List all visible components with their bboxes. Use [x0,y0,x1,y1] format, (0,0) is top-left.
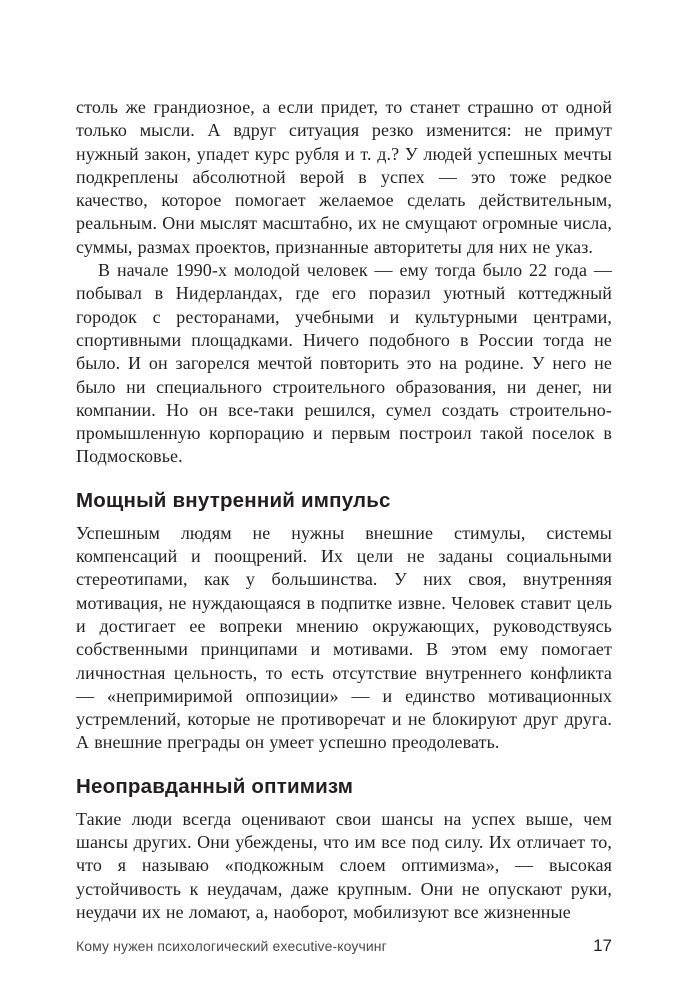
page-footer [76,936,612,958]
section-heading-optimism: Неоправданный оптимизм [76,774,354,798]
section-heading-inner-impulse: Мощный внутренний импульс [76,488,391,512]
page-body [76,96,612,924]
paragraph-netherlands-story: В начале 1990-х молодой человек — ему тогда было 22 года — побывал в Нидерландах, где его поразил уютный коттеджный городок с ресторанами, учебными и культурными центрами, спортивными площадками. Ничего подобного в России тогда не было. И он загорелся мечтой повторить это на родине. У него не было ни специального строительного образования, ни денег, ни компании. Но он все-таки решился, сумел создать строительно-промышленную корпорацию и первым построил такой поселок в Подмосковье. [76,260,612,467]
paragraph-inner-impulse: Успешным людям не нужны внешние стимулы, системы компенсаций и поощрений. Их цели не заданы социальными стереотипами, как у большинства. У них своя, внутренняя мотивация, не нуждающаяся в подпитке извне. Человек ставит цель и достигает ее вопреки мнению окружающих, руководствуясь собственными принципами и мотивами. В этом ему помогает личностная цельность, то есть отсутствие внутреннего конфликта — «непримиримой оппозиции» — и единство мотивационных устремлений, которые не противоречат и не блокируют друг друга. А внешние преграды он умеет успешно преодолевать. [76,522,612,753]
running-title: Кому нужен психологический executive-коучинг [76,938,387,954]
page-number: 17 [593,936,612,955]
paragraph-optimism: Такие люди всегда оценивают свои шансы на успех выше, чем шансы других. Они убеждены, что им все под силу. Их отличает то, что я называю «подкожным слоем оптимизма», — высокая устойчивость к неудачам, даже крупным. Они не опускают руки, неудачи их не ломают, а, наоборот, мобилизуют все жизненные [76,808,612,922]
paragraph-continuation: столь же грандиозное, а если придет, то станет страшно от одной только мысли. А вдруг ситуация резко изменится: не примут нужный закон, упадет курс рубля и т. д.? У людей успешных мечты подкреплены абсолютной верой в успех — это тоже редкое качество, которое помогает желаемое сделать действительным, реальным. Они мыслят масштабно, их не смущают огромные числа, суммы, размах проектов, признанные авторитеты для них не указ. [76,97,612,257]
